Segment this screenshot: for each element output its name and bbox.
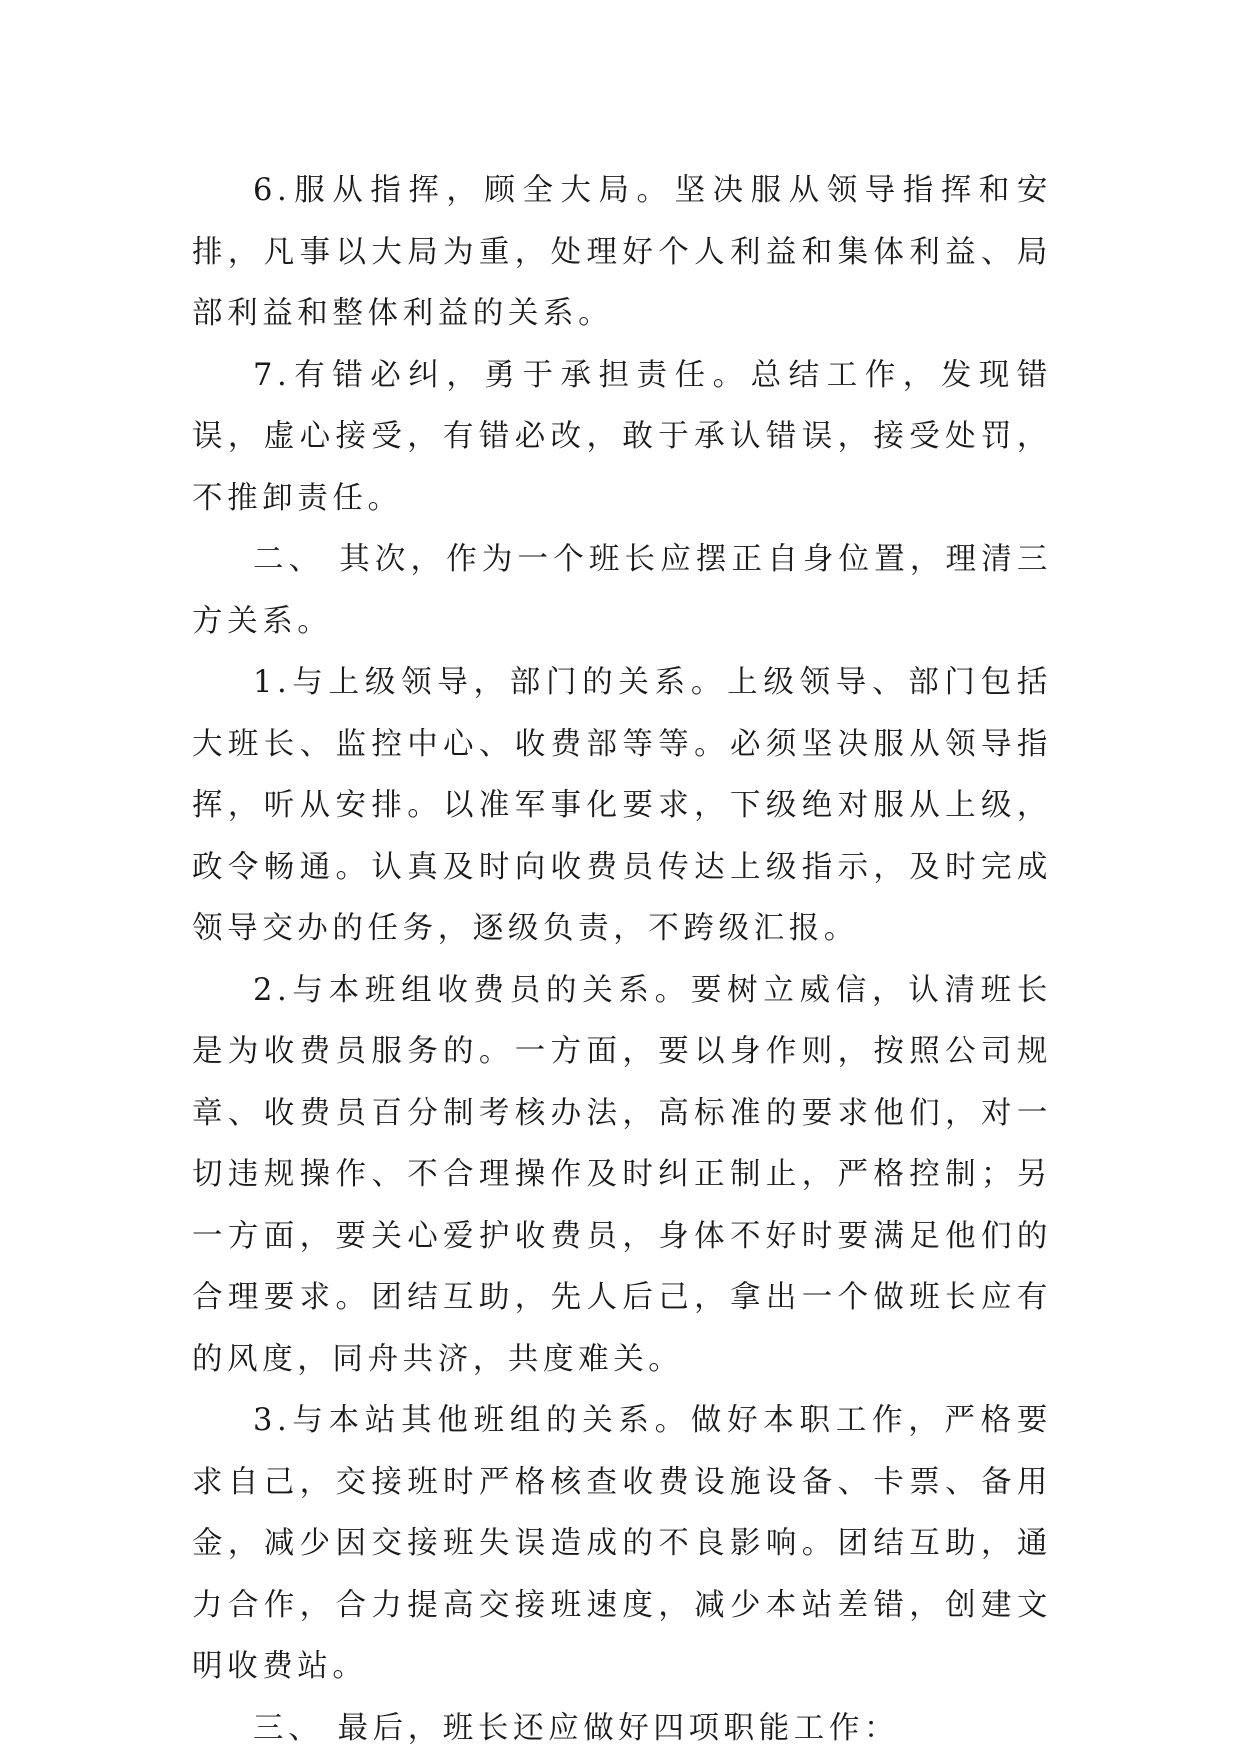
- document-body: [192, 160, 1052, 1759]
- paragraph-relation-3: 3.与本站其他班组的关系。做好本职工作，严格要求自己，交接班时严格核查收费设施设备、卡票、备用金，减少因交接班失误造成的不良影响。团结互助，通力合作，合力提高交接班速度，减少本站差错，创建文明收费站。: [192, 1390, 1052, 1698]
- paragraph-relation-1: 1.与上级领导，部门的关系。上级领导、部门包括大班长、监控中心、收费部等等。必须坚决服从领导指挥，听从安排。以准军事化要求，下级绝对服从上级，政令畅通。认真及时向收费员传达上级指示，及时完成领导交办的任务，逐级负责，不跨级汇报。: [192, 652, 1052, 960]
- paragraph-item-6: 6.服从指挥，顾全大局。坚决服从领导指挥和安排，凡事以大局为重，处理好个人利益和集体利益、局部利益和整体利益的关系。: [192, 160, 1052, 345]
- paragraph-relation-2: 2.与本班组收费员的关系。要树立威信，认清班长是为收费员服务的。一方面，要以身作则，按照公司规章、收费员百分制考核办法，高标准的要求他们，对一切违规操作、不合理操作及时纠正制止，严格控制；另一方面，要关心爱护收费员，身体不好时要满足他们的合理要求。团结互助，先人后己，拿出一个做班长应有的风度，同舟共济，共度难关。: [192, 960, 1052, 1391]
- section-three-heading: 三、 最后，班长还应做好四项职能工作：: [192, 1698, 1052, 1759]
- paragraph-item-7: 7.有错必纠，勇于承担责任。总结工作，发现错误，虚心接受，有错必改，敢于承认错误，接受处罚，不推卸责任。: [192, 345, 1052, 530]
- section-two-heading: 二、 其次，作为一个班长应摆正自身位置，理清三方关系。: [192, 529, 1052, 652]
